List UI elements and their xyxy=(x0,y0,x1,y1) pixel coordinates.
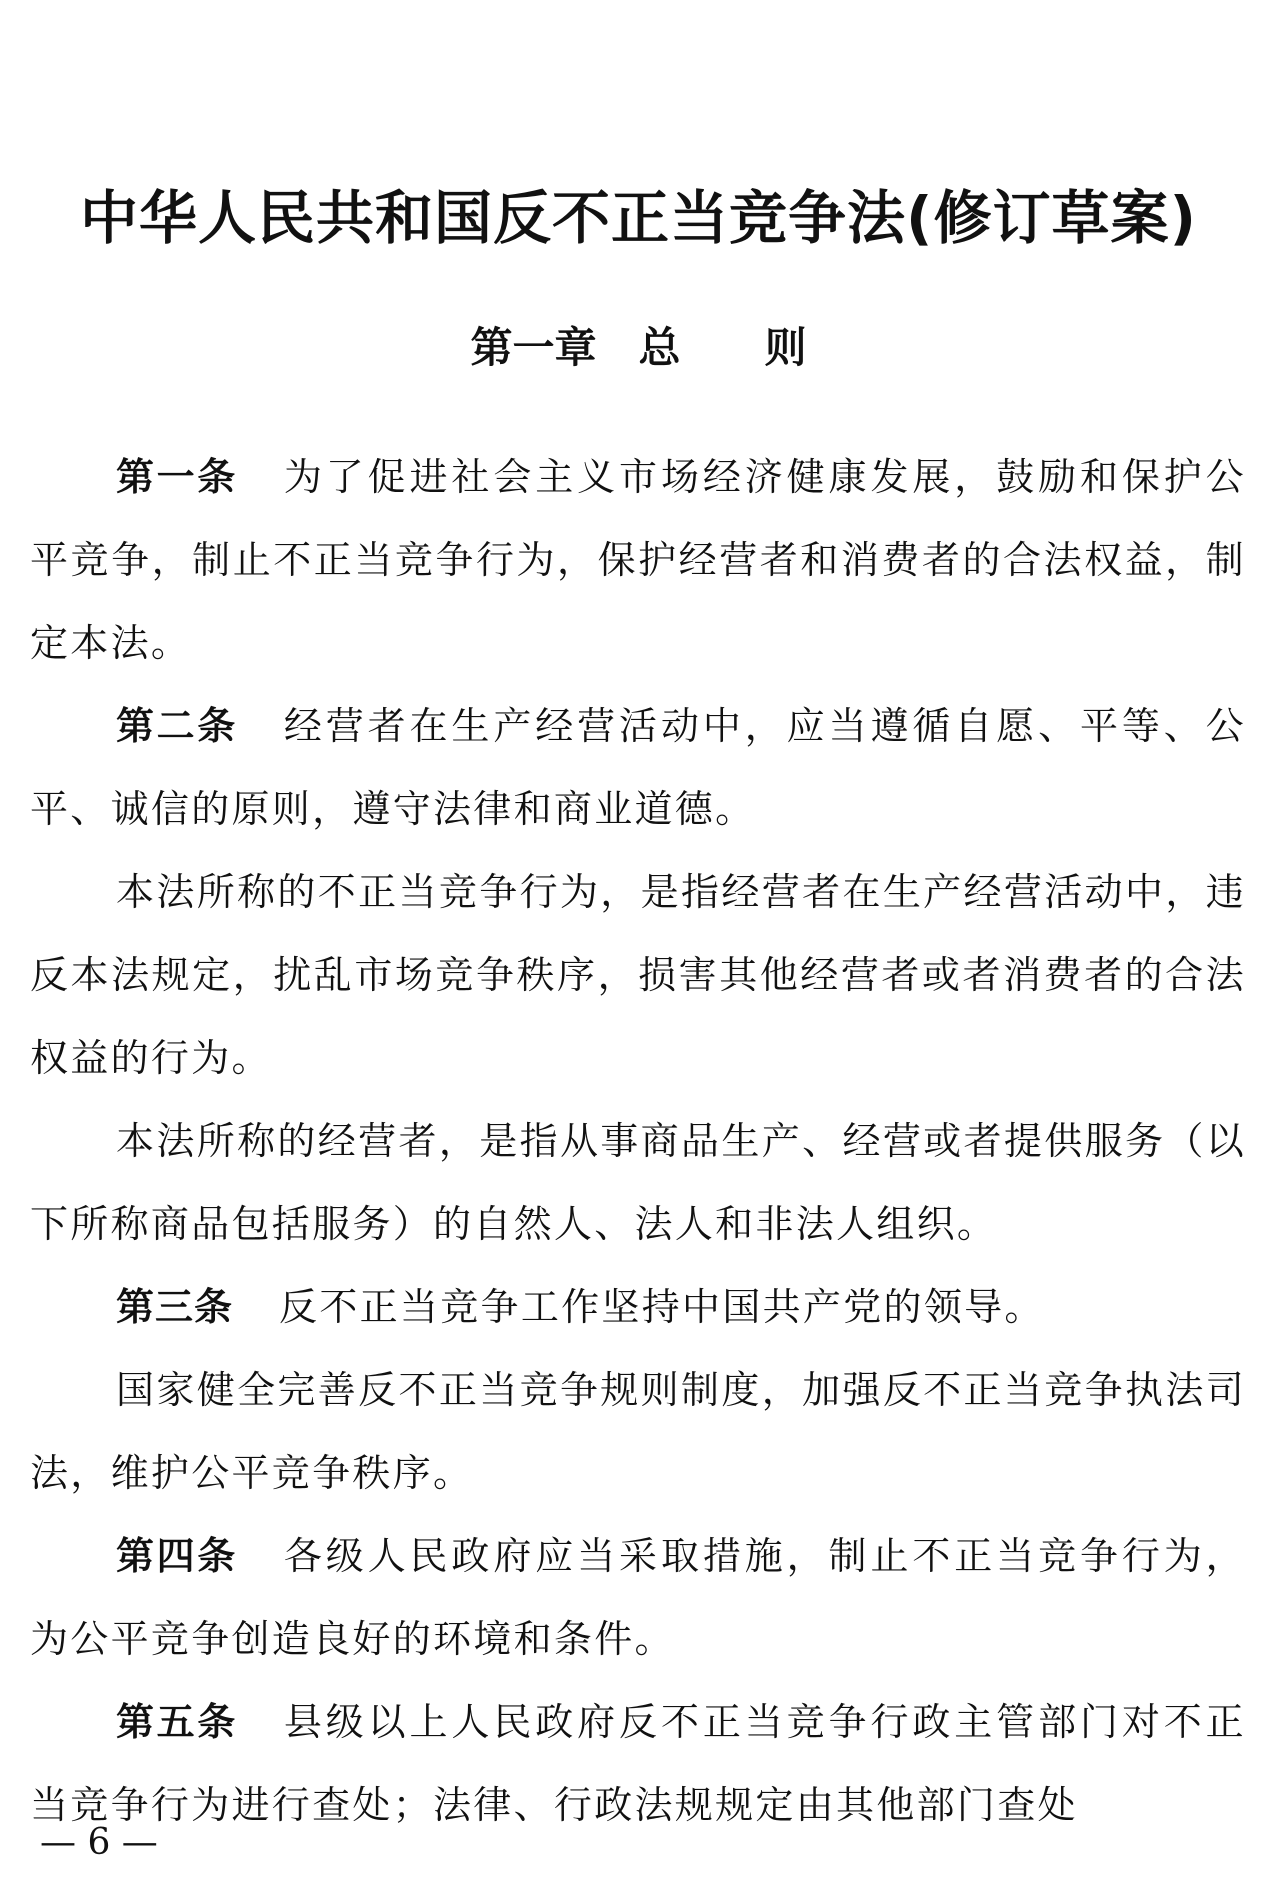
page-number: — 6 — xyxy=(40,1822,158,1863)
article-text: 为了促进社会主义市场经济健康发展，鼓励和保护公平竞争，制止不正当竞争行为，保护经营者和消费者的合法权益，制定本法。 xyxy=(30,455,1246,665)
document-body xyxy=(30,436,1246,1847)
article-label: 第一条 xyxy=(116,455,238,499)
article-paragraph xyxy=(30,1681,1246,1847)
article-label: 第四条 xyxy=(116,1534,238,1578)
article-text: 反不正当竞争工作坚持中国共产党的领导。 xyxy=(279,1285,1045,1329)
article-paragraph xyxy=(30,685,1246,851)
chapter-heading: 第一章 总 则 xyxy=(470,323,807,372)
article-text: 本法所称的经营者，是指从事商品生产、经营或者提供服务（以下所称商品包括服务）的自然人、法人和非法人组织。 xyxy=(30,1119,1246,1246)
article-text: 经营者在生产经营活动中，应当遵循自愿、平等、公平、诚信的原则，遵守法律和商业道德。 xyxy=(30,704,1246,831)
article-label: 第二条 xyxy=(116,704,238,748)
article-paragraph xyxy=(30,1515,1246,1681)
article-paragraph xyxy=(30,1100,1246,1266)
document-title: 中华人民共和国反不正当竞争法(修订草案) xyxy=(79,184,1198,252)
article-text: 国家健全完善反不正当竞争规则制度，加强反不正当竞争执法司法，维护公平竞争秩序。 xyxy=(30,1368,1246,1495)
article-text: 本法所称的不正当竞争行为，是指经营者在生产经营活动中，违反本法规定，扰乱市场竞争秩序，损害其他经营者或者消费者的合法权益的行为。 xyxy=(30,870,1246,1080)
article-label: 第五条 xyxy=(116,1700,238,1744)
article-text: 各级人民政府应当采取措施，制止不正当竞争行为，为公平竞争创造良好的环境和条件。 xyxy=(30,1534,1246,1661)
article-paragraph xyxy=(30,1266,1246,1349)
article-paragraph xyxy=(30,851,1246,1100)
article-text: 县级以上人民政府反不正当竞争行政主管部门对不正当竞争行为进行查处；法律、行政法规规定由其他部门查处 xyxy=(30,1700,1246,1827)
article-paragraph xyxy=(30,1349,1246,1515)
article-paragraph xyxy=(30,436,1246,685)
article-label: 第三条 xyxy=(116,1285,234,1329)
